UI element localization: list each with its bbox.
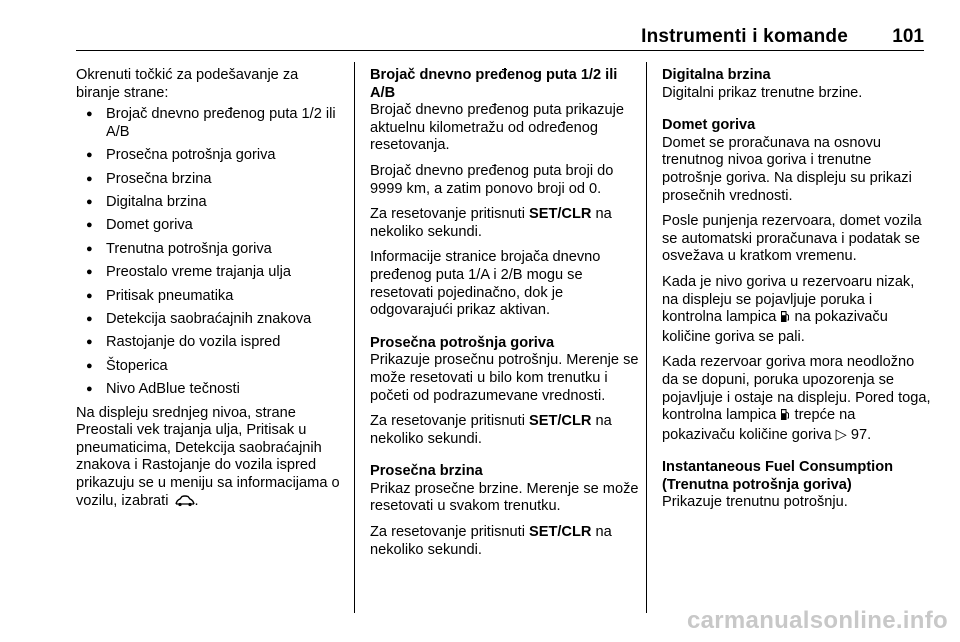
list-item: ● Pritisak pneumatika [76, 288, 344, 306]
column-left [76, 67, 344, 520]
column-middle [370, 67, 640, 567]
list-item: ● Brojač dnevno pređenog puta 1/2 ili A/B [76, 106, 344, 141]
fuel-range-text: Domet se proračunava na osnovu trenutnog nivoa goriva i trenutne potrošnje goriva. Na displeju su prikazi prosečnih vrednosti. [662, 134, 912, 204]
fuel-range-warning-text: Kada je nivo goriva u rezervoaru nizak, na displeju se pojavljuje poruka i kontrolna lampica na pokazivaču količine goriva se pali. [662, 273, 915, 345]
page-header [76, 26, 924, 51]
list-item: ● Trenutna potrošnja goriva [76, 241, 344, 259]
list-item: ● Digitalna brzina [76, 194, 344, 212]
avg-fuel-text: Prikazuje prosečnu potrošnju. Merenje se može resetovati u bilo kom trenutku i početi od podrazumevane vrednosti. [370, 352, 639, 404]
outro-end: . [194, 492, 199, 509]
trip-reset-text: Za resetovanje pritisnuti SET/CLR na nekoliko sekundi. [370, 206, 612, 240]
instant-fuel-text: Prikazuje trenutnu potrošnju. [662, 494, 848, 511]
list-item: ● Preostalo vreme trajanja ulja [76, 264, 344, 282]
list-item: ● Nivo AdBlue tečnosti [76, 381, 344, 399]
instant-fuel-section [662, 459, 932, 512]
avg-speed-text: Prikaz prosečne brzine. Merenje se može resetovati u svakom trenutku. [370, 480, 639, 515]
trip-text: Brojač dnevno pređenog puta broji do 9999 km, a zatim ponovo broji od 0. [370, 162, 614, 197]
column-right [662, 67, 932, 520]
page-reference-icon[interactable]: ▷ [835, 426, 847, 443]
car-icon [175, 495, 195, 513]
digital-speed-section [662, 67, 932, 102]
fuel-range-warning-text: Kada rezervoar goriva mora neodložno da se dopuni, poruka upozorenja se pojavljuje i ostaje na displeju. Pored toga, kontrolna lampica trepće na pokazivaču količine goriva ▷ 97. [662, 354, 931, 443]
avg-fuel-heading: Prosečna potrošnja goriva [370, 334, 555, 351]
trip-text: Informacije stranice brojača dnevno pređenog puta 1/A i 2/B mogu se resetovati pojedinačno, dok je odgovarajući prikaz aktivan. [370, 249, 601, 319]
list-item: ● Prosečna potrošnja goriva [76, 147, 344, 165]
list-item: ● Rastojanje do vozila ispred [76, 334, 344, 352]
digital-speed-text: Digitalni prikaz trenutne brzine. [662, 84, 863, 101]
page-number: 101 [892, 26, 924, 47]
fuel-range-heading: Domet goriva [662, 117, 756, 134]
set-clr-key: SET/CLR [529, 206, 592, 223]
page-reference[interactable]: 97. [850, 426, 872, 443]
fuel-pump-icon [780, 408, 790, 427]
avg-speed-heading: Prosečna brzina [370, 463, 483, 480]
list-item: ● Prosečna brzina [76, 171, 344, 189]
outro-text [76, 405, 344, 513]
column-divider [646, 62, 647, 613]
trip-section [370, 67, 640, 320]
avg-speed-section [370, 463, 640, 559]
list-item: ● Štoperica [76, 358, 344, 376]
watermark: carmanualsonline.info [686, 607, 948, 634]
column-divider [354, 62, 355, 613]
avg-speed-reset-text: Za resetovanje pritisnuti SET/CLR na nekoliko sekundi. [370, 524, 612, 558]
set-clr-key: SET/CLR [529, 413, 592, 430]
fuel-pump-icon [780, 310, 790, 329]
list-item: ● Detekcija saobraćajnih znakova [76, 311, 344, 329]
set-clr-key: SET/CLR [529, 524, 592, 541]
fuel-range-text: Posle punjenja rezervoara, domet vozila se automatski proračunava i podatak se osvežava u kratkom vremenu. [662, 213, 922, 265]
digital-speed-heading: Digitalna brzina [662, 67, 771, 83]
page-list [76, 106, 344, 398]
avg-fuel-section [370, 335, 640, 449]
outro-body: Na displeju srednjeg nivoa, strane Preostali vek trajanja ulja, Pritisak u pneumaticima, Detekcija saobraćajnih znakova i Rastojanje do vozila ispred prikazuju se u meniju sa informacijama o vozilu, izabrati [76, 404, 340, 509]
intro-text: Okrenuti točkić za podešavanje za biranje strane: [76, 67, 299, 101]
page-title: Instrumenti i komande [641, 26, 848, 47]
avg-fuel-reset-text: Za resetovanje pritisnuti SET/CLR na nekoliko sekundi. [370, 413, 612, 447]
trip-text: Brojač dnevno pređenog puta prikazuje aktuelnu kilometražu od određenog resetovanja. [370, 102, 624, 154]
list-item: ● Domet goriva [76, 217, 344, 235]
trip-heading: Brojač dnevno pređenog puta 1/2 ili A/B [370, 67, 618, 101]
fuel-range-section [662, 117, 932, 444]
instant-fuel-heading: Instantaneous Fuel Consumption (Trenutna potrošnja goriva) [662, 459, 894, 493]
